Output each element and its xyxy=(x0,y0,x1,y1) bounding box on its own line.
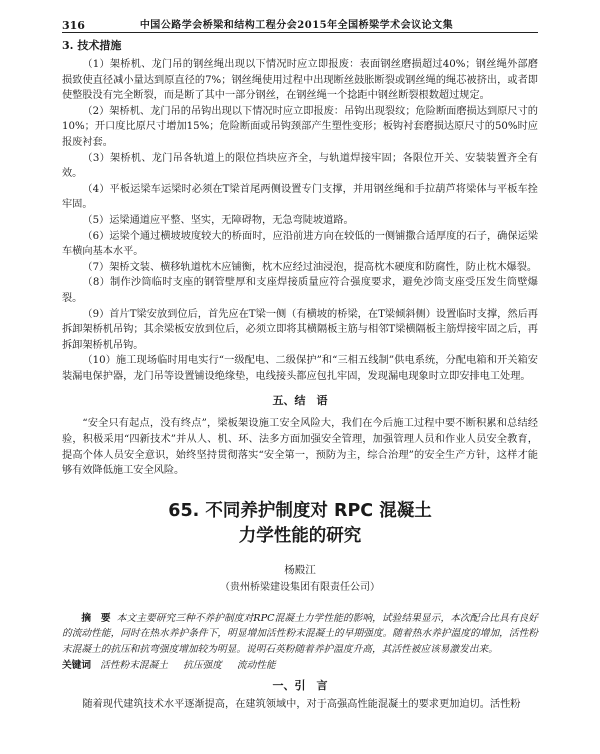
measure-item-2: （2）架桥机、龙门吊的吊钩出现以下情况时应立即报废：吊钩出现裂纹；危险断面磨损达到原尺寸的10%；开口度比原尺寸增加15%；危险断面或吊钩颈部产生塑性变形；板钩衬套磨损达原尺寸的50%时应报废衬套。 xyxy=(62,105,538,148)
running-header xyxy=(62,14,538,33)
measure-item-1: （1）架桥机、龙门吊的钢丝绳出现以下情况时应立即报废：表面钢丝磨损超过40%；钢丝绳外部磨损致使直径减小量达到原直径的7%；钢丝绳使用过程中出现断丝鼓胀断裂或钢丝绳的绳芯被挤出，或者即使整股没有完全断裂，而是断了其中一部分钢丝，在钢丝绳一个捻距中钢丝断裂根数超过规定。 xyxy=(62,59,538,102)
intro-text: 随着现代建筑技术水平逐渐提高，在建筑领域中，对于高强高性能混凝土的要求更加迫切。活性粉 xyxy=(82,699,521,711)
keywords-label: 关键词 xyxy=(62,660,92,672)
intro-heading: 一、引 言 xyxy=(272,679,328,693)
measure-item-6: （6）运梁个通过横坡坡度较大的桥面时，应沿前进方向在较低的一侧铺撒合适厚度的石子，确保运梁车横向基本水平。 xyxy=(62,230,538,258)
measure-item-7: （7）架桥文装、横移轨道枕木应铺衡，枕木应经过油浸泡，提高枕木硬度和防腐性，防止枕木爆裂。 xyxy=(82,261,538,273)
conclusion-heading: 五、结 语 xyxy=(272,394,328,408)
abstract xyxy=(62,611,538,657)
measure-item-9: （9）首片T梁安放到位后，首先应在T梁一侧（有横坡的桥梁，在T梁倾斜侧）设置临时支撑，然后再拆卸架桥机吊钩；其余梁板安放到位后，必须立即将其横隔板主筋与相邻T梁横隔板主筋焊接牢固之后，再拆卸架桥机吊钩。 xyxy=(62,308,538,351)
measure-item-4: （4）平板运梁车运梁时必须在T梁首尾两侧设置专门支撑，并用钢丝绳和手拉葫芦将梁体与平板车拴牢固。 xyxy=(62,183,538,211)
measure-item-5: （5）运梁通道应平整、坚实，无障碍物，无急弯陡坡道路。 xyxy=(82,214,354,226)
conclusion-text: “安全只有起点，没有终点”，梁板架设施工安全风险大，我们在今后施工过程中要不断积累和总结经验，积极采用“四新技术”并从人、机、环、法多方面加强安全管理，加强管理人员和作业人员安全教育，提高个体人员安全意识，始终坚持贯彻落实“安全第一，预防为主，综合治理”的安全生产方针，这样才能够有效降低施工安全风险。 xyxy=(62,418,538,477)
keyword: 流动性能 xyxy=(236,660,276,672)
measure-item-10: （10）施工现场临时用电实行“一级配电、二级保护”和“三相五线制”供电系统，分配电箱和开关箱安装漏电保护器，龙门吊等设置铺设绝缘垫，电线接头都应包扎牢固，发现漏电现象时立即安排电工处理。 xyxy=(62,355,538,382)
page-number: 316 xyxy=(62,19,85,32)
abstract-label: 摘 要 xyxy=(81,612,111,624)
keyword: 抗压强度 xyxy=(183,660,222,672)
paper-title-line-1: 65. 不同养护制度对 RPC 混凝土 xyxy=(168,500,432,521)
conference-name: 中国公路学会桥梁和结构工程分会2015年全国桥梁学术会议论文集 xyxy=(139,20,454,31)
measure-item-3: （3）架桥机、龙门吊各轨道上的限位挡块应齐全，与轨道焊接牢固；各限位开关、安装装置齐全有效。 xyxy=(62,152,538,180)
keyword: 活性粉末混凝土 xyxy=(100,660,168,672)
measure-item-8: （8）制作沙筒临时支座的钢管壁厚和支座焊接质量应符合强度要求，避免沙筒支座受压发生筒壁爆裂。 xyxy=(62,277,538,304)
page-content xyxy=(62,38,538,713)
author-name: 杨殿江 xyxy=(284,563,316,576)
paper-title xyxy=(62,499,538,549)
keywords xyxy=(62,658,538,673)
paper-title-line-2: 力学性能的研究 xyxy=(238,525,362,546)
abstract-text: 本文主要研究三种不养护制度对RPC混凝土力学性能的影响，试验结果显示，本次配合比具有良好的流动性能，同时在热水养护条件下，明显增加活性粉末混凝土的早期强度。随着热水养护温度的增加，活性粉末混凝土的抗压和抗弯强度增加较为明显。说明石英粉随着养护温度升高，其活性被应该易激发出来。 xyxy=(62,612,538,655)
subsection-title: 3. 技术措施 xyxy=(62,39,122,52)
author-affiliation: （贵州桥梁建设集团有限责任公司） xyxy=(220,581,380,593)
